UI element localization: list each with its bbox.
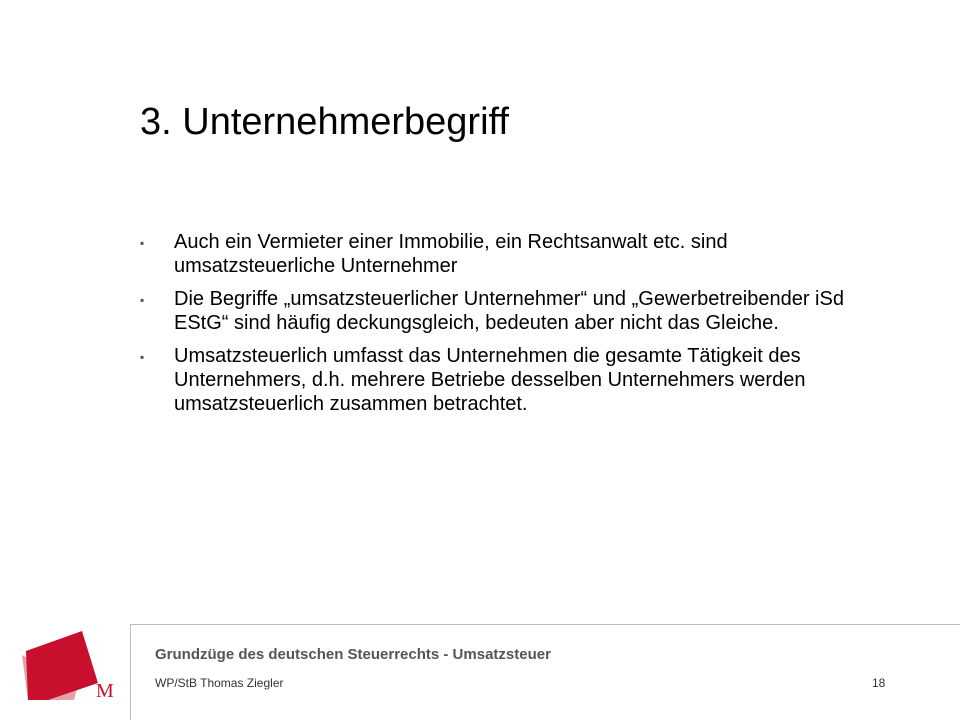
footer-course-title: Grundzüge des deutschen Steuerrechts - Umsatzsteuer <box>155 646 551 663</box>
bullet-text: Die Begriffe „umsatzsteuerlicher Unternehmer“ und „Gewerbetreibender iSd EStG“ sind häufig deckungsgleich, bedeuten aber nicht das Gleiche. <box>174 288 844 334</box>
footer-divider-horizontal <box>130 624 960 625</box>
square-bullet-icon: ▪ <box>140 293 145 307</box>
bullet-item <box>138 230 858 278</box>
logo-main-shape <box>26 631 98 700</box>
page-number: 18 <box>872 676 886 690</box>
square-bullet-icon: ▪ <box>140 350 145 364</box>
footer-divider-vertical <box>130 624 131 720</box>
footer-author: WP/StB Thomas Ziegler <box>155 676 284 690</box>
bullet-item <box>138 287 858 335</box>
bullet-item <box>138 344 858 416</box>
bullet-list <box>138 230 858 425</box>
bullet-text: Umsatzsteuerlich umfasst das Unternehmen die gesamte Tätigkeit des Unternehmers, d.h. mehrere Betriebe desselben Unternehmers werden umsatzsteuerlich zusammen betrachtet. <box>174 345 806 415</box>
bullet-text: Auch ein Vermieter einer Immobilie, ein Rechtsanwalt etc. sind umsatzsteuerliche Unternehmer <box>174 231 728 277</box>
square-bullet-icon: ▪ <box>140 236 145 250</box>
slide-title: 3. Unternehmerbegriff <box>140 101 509 143</box>
red-shape-logo-icon <box>18 625 128 700</box>
logo-letter: M <box>96 680 114 700</box>
